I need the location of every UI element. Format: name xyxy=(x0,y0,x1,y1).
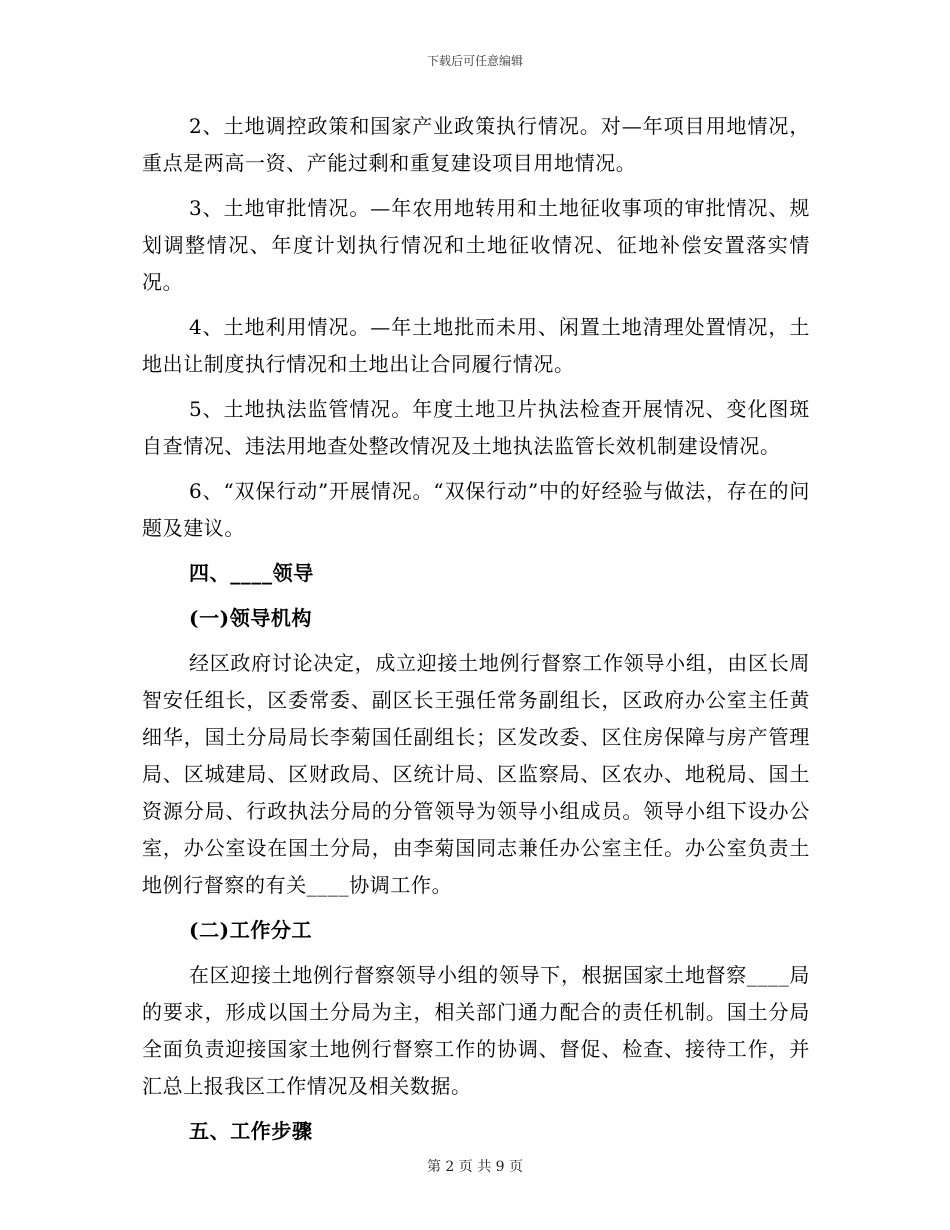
paragraph-item-5: 5、土地执法监管情况。年度土地卫片执法检查开展情况、变化图斑自查情况、违法用地查处整改情况及土地执法监管长效机制建设情况。 xyxy=(142,397,810,458)
paragraph-item-6: 6、“双保行动”开展情况。“双保行动”中的好经验与做法，存在的问题及建议。 xyxy=(142,479,810,540)
subsection-heading-2: (二)工作分工 xyxy=(189,918,313,942)
paragraph-leadership: 经区政府讨论决定，成立迎接土地例行督察工作领导小组，由区长周智安任组长，区委常委、副区长王强任常务副组长，区政府办公室主任黄细华，国土分局局长李菊国任副组长；区发改委、区住房保障与房产管理局、区城建局、区财政局、区统计局、区监察局、区农办、地税局、国土资源分局、行政执法分局的分管领导为领导小组成员。领导小组下设办公室，办公室设在国土分局，由李菊国同志兼任办公室主任。办公室负责土地例行督察的有关____协调工作。 xyxy=(142,651,810,897)
section-heading-5: 五、工作步骤 xyxy=(189,1119,313,1143)
document-body xyxy=(142,108,810,1158)
paragraph-item-2: 2、土地调控政策和国家产业政策执行情况。对—年项目用地情况，重点是两高一资、产能过剩和重复建设项目用地情况。 xyxy=(142,114,810,175)
page-footer: 第 2 页 共 9 页 xyxy=(426,1159,524,1175)
subsection-heading-1: (一)领导机构 xyxy=(189,606,313,630)
section-heading-4: 四、____领导 xyxy=(189,561,314,585)
paragraph-item-3: 3、土地审批情况。—年农用地转用和土地征收事项的审批情况、规划调整情况、年度计划执行情况和土地征收情况、征地补偿安置落实情况。 xyxy=(142,196,810,294)
page-header: 下载后可任意编辑 xyxy=(426,54,523,68)
paragraph-division: 在区迎接土地例行督察领导小组的领导下，根据国家土地督察____局的要求，形成以国土分局为主，相关部门通力配合的责任机制。国土分局全面负责迎接国家土地例行督察工作的协调、督促、检查、接待工作，并汇总上报我区工作情况及相关数据。 xyxy=(142,963,810,1098)
paragraph-item-4: 4、土地利用情况。—年土地批而未用、闲置土地清理处置情况，土地出让制度执行情况和土地出让合同履行情况。 xyxy=(142,315,810,376)
